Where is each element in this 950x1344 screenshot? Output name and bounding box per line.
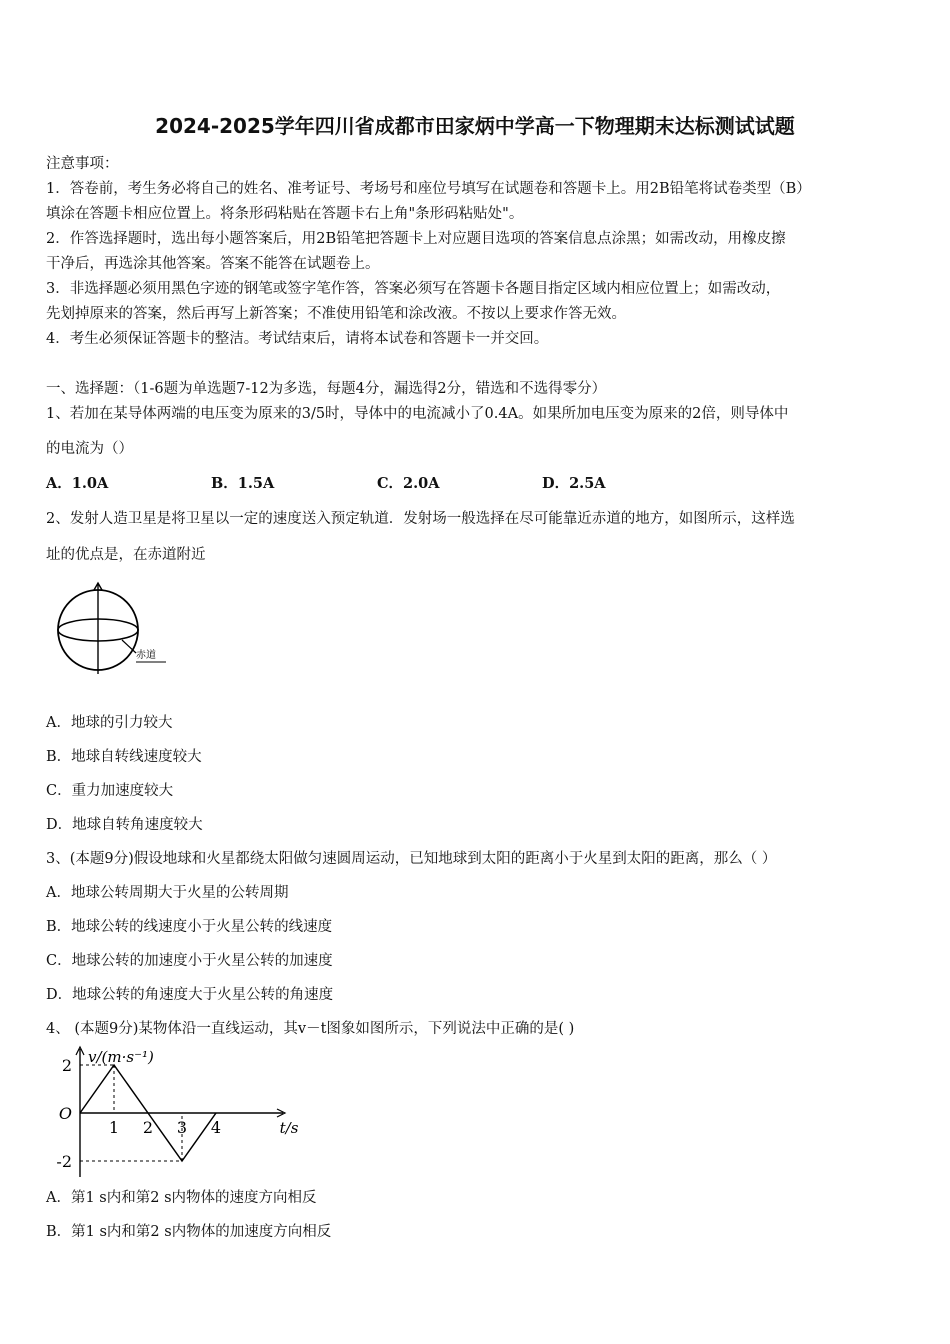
section-heading: 一、选择题：（1-6题为单选题7-12为多选，每题4分，漏选得2分，错选和不选得零分） [46,381,607,397]
q1-option-c[interactable]: C．2.0A [377,475,440,492]
page-title: 2024-2025学年四川省成都市田家炳中学高一下物理期末达标测试试题 [155,114,795,138]
q3-option-a[interactable]: A．地球公转周期大于火星的公转周期 [46,885,289,901]
x-tick-label: 3 [176,1118,188,1137]
x-tick-label: 2 [142,1118,154,1137]
q2-option-b[interactable]: B．地球自转线速度较大 [46,749,202,765]
notice-line: 2．作答选择题时，选出每小题答案后，用2B铅笔把答题卡上对应题目选项的答案信息点涂黑；如需改动，用橡皮擦 [46,231,786,247]
q4-stem: 4、 (本题9分)某物体沿一直线运动，其v－t图象如图所示，下列说法中正确的是( ) [46,1021,575,1037]
q2-stem-cont: 址的优点是，在赤道附近 [46,547,206,563]
x-tick-label: 1 [108,1118,120,1137]
y-tick-label: O [58,1104,72,1123]
q2-option-d[interactable]: D．地球自转角速度较大 [46,817,203,833]
notice-line: 3．非选择题必须用黑色字迹的钢笔或签字笔作答，答案必须写在答题卡各题目指定区域内相应位置上；如需改动， [46,281,781,297]
notice-line: 填涂在答题卡相应位置上。将条形码粘贴在答题卡右上角"条形码粘贴处"。 [46,206,524,222]
q1-stem-cont: 的电流为（） [46,441,133,457]
q2-stem: 2、发射人造卫星是将卫星以一定的速度送入预定轨道．发射场一般选择在尽可能靠近赤道的地方，如图所示，这样选 [46,511,795,527]
q3-option-b[interactable]: B．地球公转的线速度小于火星公转的线速度 [46,919,333,935]
y-axis-label: v/(m·s⁻¹) [88,1048,154,1066]
q1-option-d[interactable]: D．2.5A [542,475,606,492]
equator-label: 赤道 [136,650,156,661]
q1-option-a[interactable]: A．1.0A [46,475,109,492]
q3-option-d[interactable]: D．地球公转的角速度大于火星公转的角速度 [46,987,334,1003]
q1-stem: 1、若加在某导体两端的电压变为原来的3/5时，导体中的电流减小了0.4A。如果所加电压变为原来的2倍，则导体中 [46,406,789,422]
q2-option-a[interactable]: A．地球的引力较大 [46,715,173,731]
y-tick-label: 2 [61,1056,72,1075]
q3-option-c[interactable]: C．地球公转的加速度小于火星公转的加速度 [46,953,333,969]
notice-line: 1．答卷前，考生务必将自己的姓名、准考证号、考场号和座位号填写在试题卷和答题卡上。用2B铅笔将试卷类型（B） [46,181,811,197]
q4-option-b[interactable]: B．第1 s内和第2 s内物体的加速度方向相反 [46,1224,332,1240]
q4-option-a[interactable]: A．第1 s内和第2 s内物体的速度方向相反 [46,1190,317,1206]
x-tick-label: 4 [210,1118,222,1137]
notice-line: 先划掉原来的答案，然后再写上新答案；不准使用铅笔和涂改液。不按以上要求作答无效。 [46,306,626,322]
notice-line: 4．考生必须保证答题卡的整洁。考试结束后，请将本试卷和答题卡一并交回。 [46,331,549,347]
notice-line: 干净后，再选涂其他答案。答案不能答在试题卷上。 [46,256,380,272]
q3-stem: 3、(本题9分)假设地球和火星都绕太阳做匀速圆周运动，已知地球到太阳的距离小于火星到太阳的距离，那么（ ） [46,851,777,867]
x-axis-label: t/s [279,1119,299,1137]
q2-option-c[interactable]: C．重力加速度较大 [46,783,174,799]
y-tick-label: -2 [56,1152,72,1171]
notice-heading: 注意事项： [46,156,119,172]
vt-graph [44,1046,299,1171]
earth-equator-figure [50,578,180,678]
q1-option-b[interactable]: B．1.5A [211,475,275,492]
